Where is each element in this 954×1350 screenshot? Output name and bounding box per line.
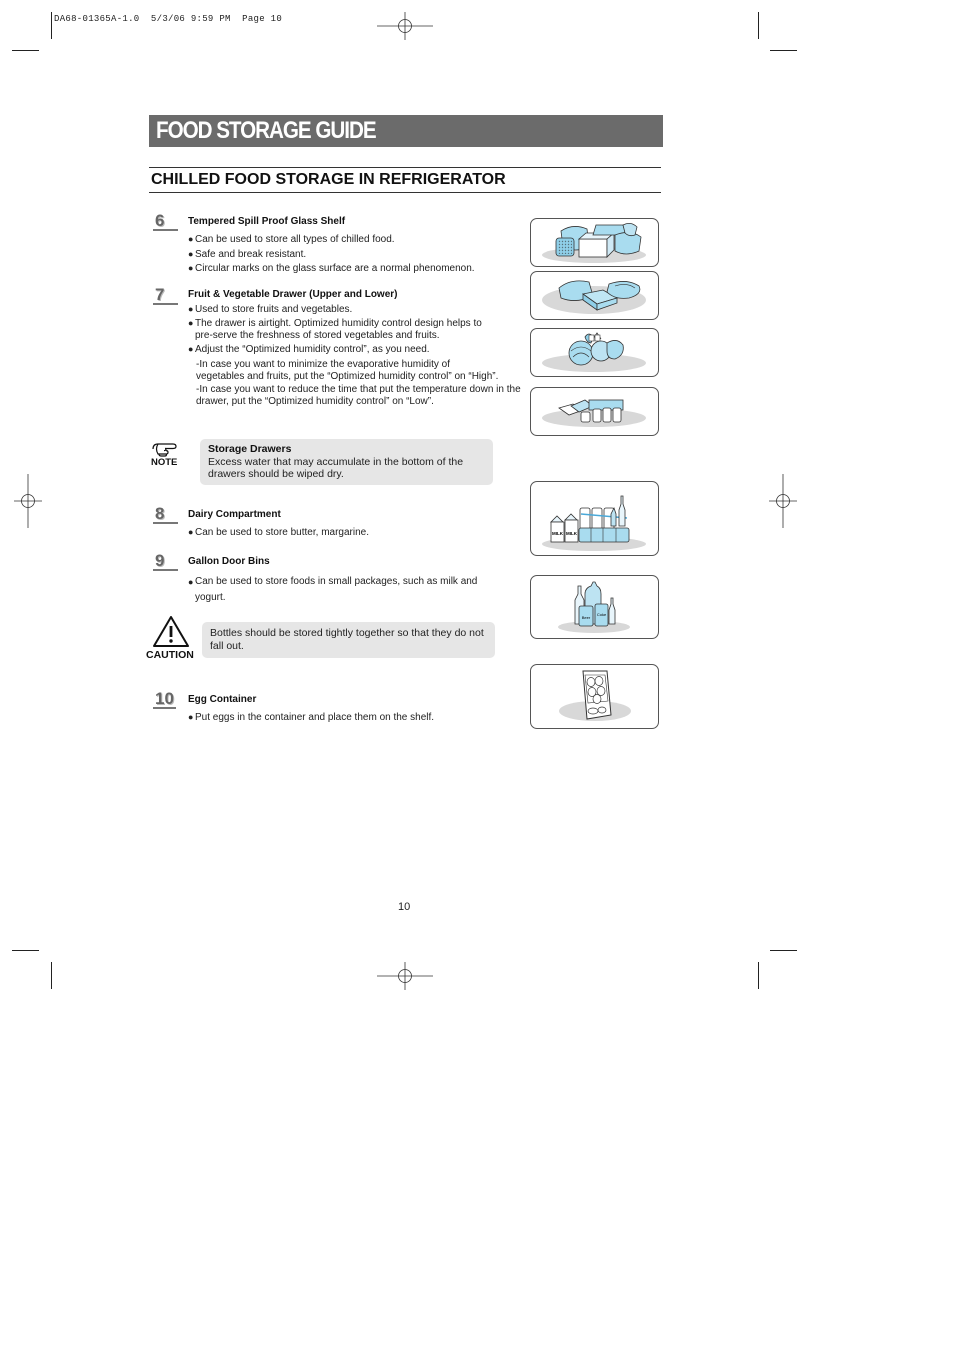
item-title-glass-shelf: Tempered Spill Proof Glass Shelf [188, 216, 346, 227]
vegetable-drawer-image [530, 328, 659, 377]
note-text: Excess water that may accumulate in the bottom of the drawers should be wiped dry. [208, 456, 464, 480]
item-number-8: 8 [153, 505, 178, 524]
pointing-hand-icon [151, 440, 181, 458]
crop-mark [770, 950, 797, 951]
list-item: ● Can be used to store butter, margarine. [188, 527, 369, 538]
item-title-gallon-door-bins: Gallon Door Bins [188, 556, 270, 567]
list-item: ● Put eggs in the container and place them on the shelf. [188, 712, 435, 723]
section-heading [149, 167, 661, 193]
warning-triangle-icon [152, 615, 190, 649]
page-title-banner [149, 115, 663, 147]
crop-mark [51, 12, 52, 39]
item-number-6: 6 [153, 212, 178, 231]
list-item: ● The drawer is airtight. Optimized humidity control design helps to pre-serve the freshness of stored vegetables and fruits. [188, 318, 482, 341]
section-title: CHILLED FOOD STORAGE IN REFRIGERATOR [151, 171, 506, 188]
note-box [200, 439, 493, 485]
glass-shelf-food-image [530, 218, 659, 267]
dairy-compartment-image [530, 481, 659, 556]
list-item: ● Adjust the “Optimized humidity control”, as you need. [188, 344, 430, 355]
caution-box [202, 622, 495, 658]
registration-mark [14, 474, 42, 528]
item-number-10: 10 [153, 690, 176, 709]
registration-mark [377, 962, 433, 990]
item-title-fruit-vegetable-drawer: Fruit & Vegetable Drawer (Upper and Lower) [188, 289, 398, 300]
printer-slug: DA68-01365A-1.0 5/3/06 9:59 PM Page 10 [54, 14, 283, 24]
item-title-dairy-compartment: Dairy Compartment [188, 509, 281, 520]
svg-text:MILK: MILK [566, 531, 577, 536]
note-label: NOTE [151, 457, 178, 468]
caution-label: CAUTION [146, 649, 194, 661]
list-item: ● Used to store fruits and vegetables. [188, 304, 353, 315]
list-item: ● Safe and break resistant. [188, 249, 307, 260]
note-title: Storage Drawers [208, 443, 292, 455]
drawer-packages-image [530, 387, 659, 436]
crop-mark [758, 12, 759, 39]
item-title-egg-container: Egg Container [188, 694, 257, 705]
crop-mark [770, 50, 797, 51]
page-title: FOOD STORAGE GUIDE [156, 117, 376, 144]
crop-mark [758, 962, 759, 989]
crop-mark [12, 950, 39, 951]
crop-mark [12, 50, 39, 51]
item-number-7: 7 [153, 286, 178, 305]
egg-container-image [530, 664, 659, 729]
list-item: ● Can be used to store foods in small packages, such as milk and yogurt. [188, 576, 478, 603]
item-number-9: 9 [153, 552, 178, 571]
page-number: 10 [398, 901, 411, 913]
registration-mark [377, 12, 433, 40]
list-item: ● Can be used to store all types of chilled food. [188, 234, 395, 245]
list-sub-item: -In case you want to minimize the evaporative humidity of vegetables and fruits, put the “Optimized humidity control” on “High”. [196, 359, 499, 382]
list-sub-item: -In case you want to reduce the time that put the temperature down in the drawer, put the “Optimized humidity control” on “Low”. [196, 384, 521, 407]
svg-text:Coke: Coke [596, 612, 607, 617]
caution-text: Bottles should be stored tightly together so that they do not fall out. [210, 627, 484, 652]
gallon-door-bin-image [530, 575, 659, 639]
svg-text:MILK: MILK [552, 531, 563, 536]
registration-mark [769, 474, 797, 528]
crop-mark [51, 962, 52, 989]
svg-text:Beer: Beer [581, 615, 591, 620]
list-item: ● Circular marks on the glass surface are a normal phenomenon. [188, 263, 475, 274]
shelf-wrapped-food-image [530, 271, 659, 320]
